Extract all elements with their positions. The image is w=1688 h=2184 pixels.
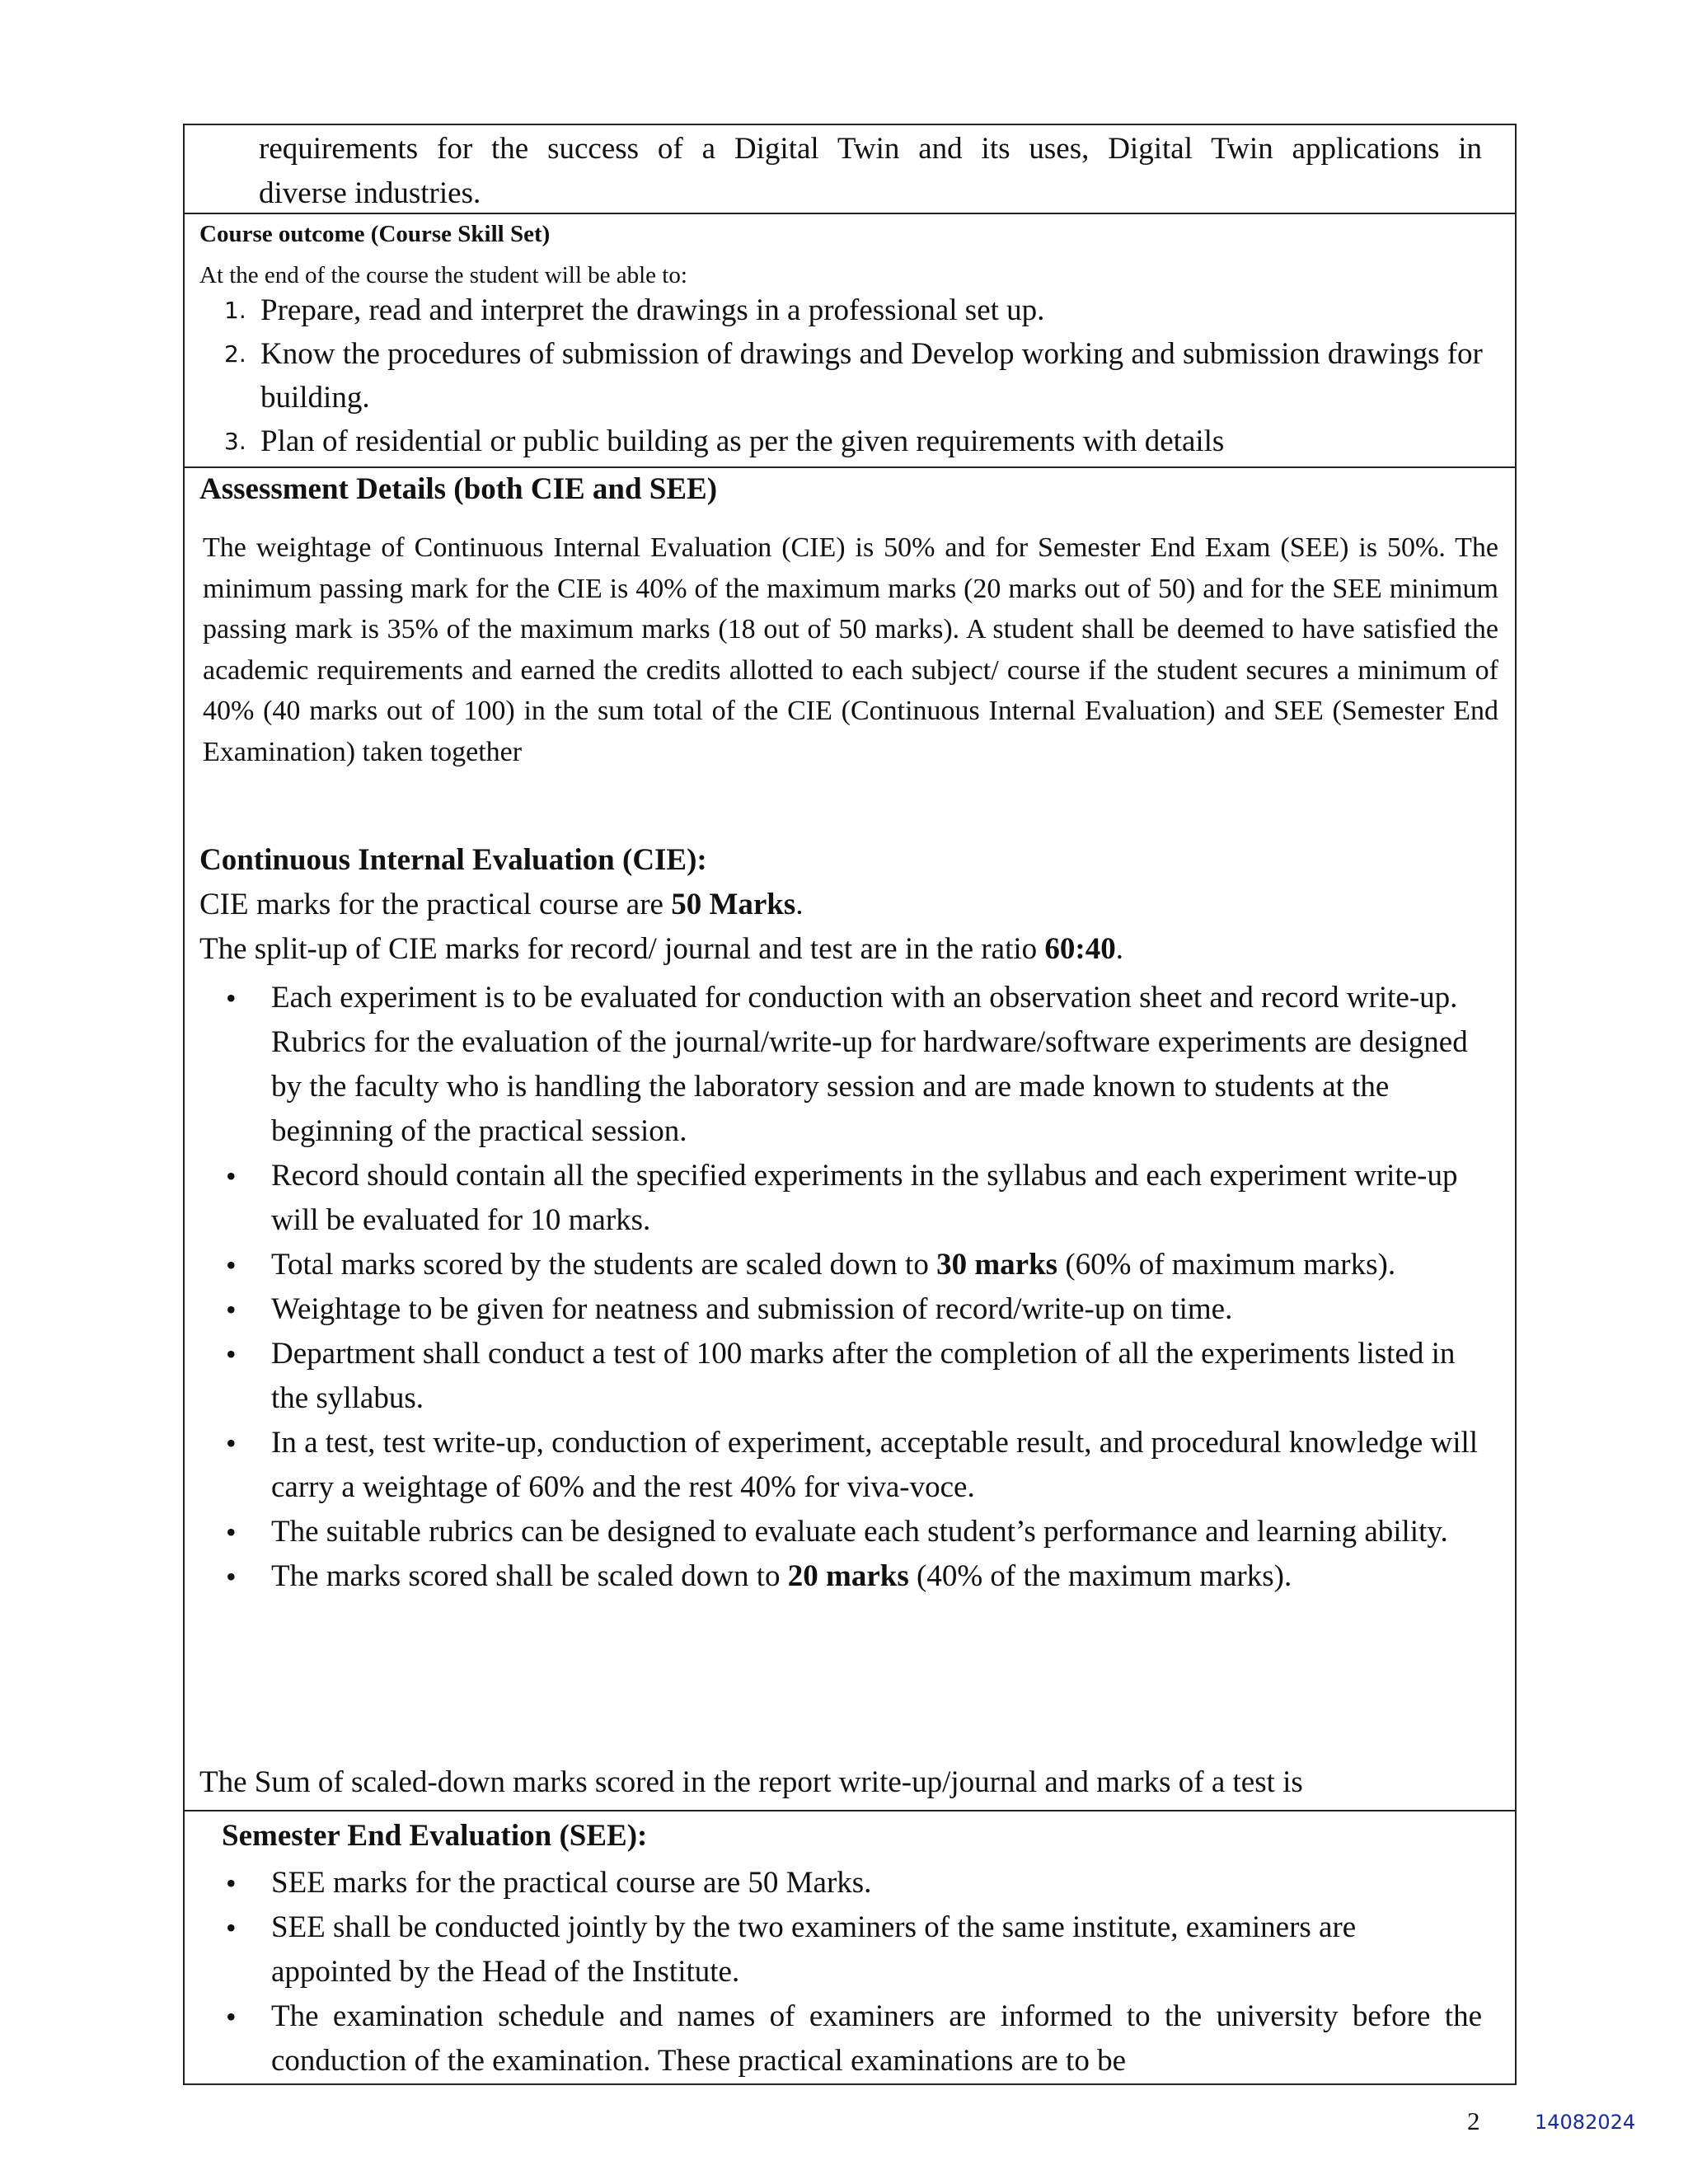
objectives-text bbox=[259, 127, 1482, 214]
list-item bbox=[185, 1905, 1515, 1994]
bullet-text: The marks scored shall be scaled down to bbox=[271, 1559, 788, 1593]
cie-marks-bold: 50 Marks bbox=[671, 888, 796, 921]
bullet-text: In a test, test write-up, conduction of experiment, acceptable result, and procedural knowledge will carry a weightage of 60% and the rest 40% for viva-voce. bbox=[271, 1426, 1479, 1504]
assessment-paragraph: The weightage of Continuous Internal Evaluation (CIE) is 50% and for Semester End Exam (SEE) is 50%. The minimum passing mark for the CIE is 40% of the maximum marks (20 marks out of 50) and for the SEE minimum passing mark is 35% of the maximum marks (18 out of 50 marks). A student shall be deemed to have satisfied the academic requirements and earned the credits allotted to each subject/ course if the student secures a minimum of 40% (40 marks out of 100) in the sum total of the CIE (Continuous Internal Evaluation) and SEE (Semester End Examination) taken together bbox=[203, 532, 1498, 767]
list-item bbox=[185, 288, 1515, 332]
assessment-heading: Assessment Details (both CIE and SEE) bbox=[199, 472, 718, 506]
objectives-line-1: requirements for the success of a Digital Twin and its uses, Digital Twin applications in bbox=[259, 132, 1482, 166]
cie-marks-line bbox=[199, 887, 804, 922]
bullet-text: Record should contain all the specified experiments in the syllabus and each experiment write-up will be evaluated for 10 marks. bbox=[271, 1159, 1458, 1237]
cie-split-line bbox=[199, 931, 1123, 967]
objectives-line-2: diverse industries. bbox=[259, 176, 481, 210]
list-text: Prepare, read and interpret the drawings in a professional set up. bbox=[260, 293, 1045, 327]
list-item bbox=[185, 1554, 1515, 1599]
cie-marks-suffix: . bbox=[795, 888, 804, 921]
list-item bbox=[185, 1287, 1515, 1332]
list-item bbox=[185, 1154, 1515, 1243]
list-item bbox=[185, 1243, 1515, 1287]
list-number: 2. bbox=[224, 340, 246, 368]
course-outcome-heading: Course outcome (Course Skill Set) bbox=[199, 221, 551, 247]
list-text: Plan of residential or public building as per the given requirements with details bbox=[260, 424, 1225, 458]
bullet-text: SEE shall be conducted jointly by the two examiners of the same institute, examiners are appointed by the Head of the Institute. bbox=[271, 1910, 1357, 1989]
cie-bullet-list bbox=[185, 976, 1515, 1599]
bullet-bold: 30 marks bbox=[936, 1248, 1058, 1282]
bullet-text: Department shall conduct a test of 100 marks after the completion of all the experiments listed in the syllabus. bbox=[271, 1337, 1456, 1415]
course-outcome-list bbox=[185, 288, 1515, 463]
list-item bbox=[185, 1994, 1515, 2083]
cie-tail-text bbox=[199, 1760, 1303, 1805]
cie-tail-line: The Sum of scaled-down marks scored in the report write-up/journal and marks of a test is bbox=[199, 1765, 1303, 1799]
assessment-box bbox=[183, 466, 1517, 1811]
list-item bbox=[185, 419, 1515, 463]
list-item bbox=[185, 1421, 1515, 1510]
list-item bbox=[185, 976, 1515, 1154]
see-box bbox=[183, 1810, 1517, 2085]
cie-marks-prefix: CIE marks for the practical course are bbox=[199, 888, 672, 921]
list-number: 1. bbox=[224, 297, 246, 324]
cie-heading: Continuous Internal Evaluation (CIE): bbox=[199, 843, 707, 877]
document-id: 14082024 bbox=[1535, 2111, 1636, 2134]
bullet-text: Weightage to be given for neatness and submission of record/write-up on time. bbox=[271, 1292, 1233, 1326]
list-item bbox=[185, 1510, 1515, 1554]
bullet-bold: 20 marks bbox=[787, 1559, 909, 1593]
bullet-text: (40% of the maximum marks). bbox=[908, 1559, 1292, 1593]
see-heading: Semester End Evaluation (SEE): bbox=[222, 1819, 648, 1853]
list-text: Know the procedures of submission of drawings and Develop working and submission drawings for building. bbox=[260, 337, 1483, 415]
bullet-text: Each experiment is to be evaluated for conduction with an observation sheet and record write-up. Rubrics for the evaluation of the journal/write-up for hardware/software experiments are designed by the faculty who is handling the laboratory session and are made known to students at the beginning of the practical session. bbox=[271, 981, 1468, 1148]
course-outcome-box bbox=[183, 213, 1517, 468]
page-number: 2 bbox=[1467, 2107, 1480, 2135]
bullet-text: SEE marks for the practical course are 50 Marks. bbox=[271, 1866, 872, 1900]
bullet-text: (60% of maximum marks). bbox=[1057, 1248, 1396, 1282]
list-item bbox=[185, 332, 1515, 419]
course-outcome-intro: At the end of the course the student will be able to: bbox=[199, 262, 687, 288]
see-bullet-list bbox=[185, 1861, 1515, 2083]
list-item bbox=[185, 1861, 1515, 1905]
objectives-continuation-box bbox=[183, 124, 1517, 214]
bullet-text: Total marks scored by the students are scaled down to bbox=[271, 1248, 937, 1282]
bullet-text: The suitable rubrics can be designed to evaluate each student’s performance and learning ability. bbox=[271, 1515, 1448, 1549]
list-item bbox=[185, 1332, 1515, 1421]
cie-split-suffix: . bbox=[1115, 932, 1123, 966]
bullet-text: The examination schedule and names of examiners are informed to the university before the conduction of the examination. These practical examinations are to be bbox=[271, 1999, 1482, 2078]
cie-split-bold: 60:40 bbox=[1044, 932, 1116, 966]
cie-split-prefix: The split-up of CIE marks for record/ journal and test are in the ratio bbox=[199, 932, 1045, 966]
list-number: 3. bbox=[224, 428, 246, 455]
